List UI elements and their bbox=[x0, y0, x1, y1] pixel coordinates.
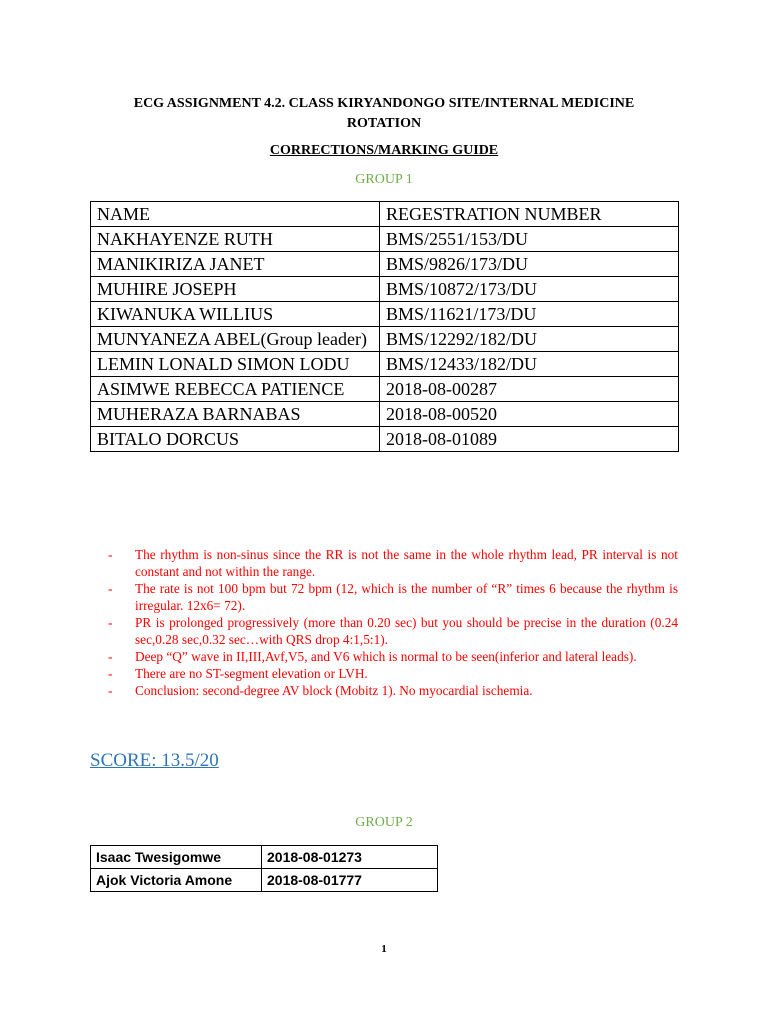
list-item bbox=[108, 682, 678, 699]
list-item bbox=[108, 648, 678, 665]
registration-number: 2018-08-01273 bbox=[262, 846, 438, 869]
student-name: Ajok Victoria Amone bbox=[91, 869, 262, 892]
table-row bbox=[91, 352, 679, 377]
group-1-label: GROUP 1 bbox=[355, 172, 413, 187]
student-name: ASIMWE REBECCA PATIENCE bbox=[91, 377, 380, 402]
note-text: PR is prolonged progressively (more than 0.20 sec) but you should be precise in the duration (0.24 sec,0.28 sec,0.32 sec…with QRS drop 4:1,5:1). bbox=[135, 615, 678, 647]
header-cell-name: NAME bbox=[91, 202, 380, 227]
group-2-table bbox=[90, 845, 438, 892]
list-item bbox=[108, 665, 678, 682]
registration-number: BMS/12433/182/DU bbox=[380, 352, 679, 377]
student-name: KIWANUKA WILLIUS bbox=[91, 302, 380, 327]
bullet-dash: - bbox=[108, 615, 113, 630]
registration-number: BMS/10872/173/DU bbox=[380, 277, 679, 302]
student-name: BITALO DORCUS bbox=[91, 427, 380, 452]
registration-number: 2018-08-01777 bbox=[262, 869, 438, 892]
student-name: MUNYANEZA ABEL(Group leader) bbox=[91, 327, 380, 352]
student-name: NAKHAYENZE RUTH bbox=[91, 227, 380, 252]
registration-number: 2018-08-00520 bbox=[380, 402, 679, 427]
registration-number: 2018-08-00287 bbox=[380, 377, 679, 402]
note-text: The rhythm is non-sinus since the RR is not the same in the whole rhythm lead, PR interval is not constant and not within the range. bbox=[135, 547, 678, 579]
title-line-1: ECG ASSIGNMENT 4.2. CLASS KIRYANDONGO SITE/INTERNAL MEDICINE bbox=[133, 96, 635, 111]
student-name: LEMIN LONALD SIMON LODU bbox=[91, 352, 380, 377]
header-cell-registration: REGESTRATION NUMBER bbox=[380, 202, 679, 227]
table-row bbox=[91, 869, 438, 892]
table-row bbox=[91, 327, 679, 352]
note-text: Deep “Q” wave in II,III,Avf,V5, and V6 which is normal to be seen(inferior and lateral leads). bbox=[135, 649, 637, 664]
registration-number: 2018-08-01089 bbox=[380, 427, 679, 452]
table-header-row bbox=[91, 202, 679, 227]
note-text: There are no ST-segment elevation or LVH. bbox=[135, 666, 368, 681]
bullet-dash: - bbox=[108, 547, 113, 562]
student-name: MUHIRE JOSEPH bbox=[91, 277, 380, 302]
group-1-score: SCORE: 13.5/20 bbox=[90, 750, 219, 771]
table-row bbox=[91, 377, 679, 402]
table-row bbox=[91, 227, 679, 252]
bullet-dash: - bbox=[108, 581, 113, 596]
list-item bbox=[108, 580, 678, 614]
document-title bbox=[90, 94, 678, 134]
group-1-table bbox=[90, 201, 679, 452]
registration-number: BMS/2551/153/DU bbox=[380, 227, 679, 252]
student-name: MUHERAZA BARNABAS bbox=[91, 402, 380, 427]
page-number: 1 bbox=[381, 943, 387, 955]
table-row bbox=[91, 427, 679, 452]
title-line-2: ROTATION bbox=[346, 116, 422, 131]
table-row bbox=[91, 302, 679, 327]
note-text: The rate is not 100 bpm but 72 bpm (12, which is the number of “R” times 6 because the rhythm is irregular. 12x6= 72). bbox=[135, 581, 678, 613]
table-row bbox=[91, 846, 438, 869]
bullet-dash: - bbox=[108, 666, 113, 681]
student-name: MANIKIRIZA JANET bbox=[91, 252, 380, 277]
table-row bbox=[91, 277, 679, 302]
list-item bbox=[108, 614, 678, 648]
bullet-dash: - bbox=[108, 649, 113, 664]
group-2-label: GROUP 2 bbox=[355, 815, 413, 830]
note-text: Conclusion: second-degree AV block (Mobitz 1). No myocardial ischemia. bbox=[135, 683, 533, 698]
student-name: Isaac Twesigomwe bbox=[91, 846, 262, 869]
document-subtitle: CORRECTIONS/MARKING GUIDE bbox=[269, 143, 499, 158]
list-item bbox=[108, 546, 678, 580]
table-row bbox=[91, 252, 679, 277]
registration-number: BMS/9826/173/DU bbox=[380, 252, 679, 277]
table-row bbox=[91, 402, 679, 427]
registration-number: BMS/12292/182/DU bbox=[380, 327, 679, 352]
bullet-dash: - bbox=[108, 683, 113, 698]
marking-notes-list bbox=[108, 546, 678, 699]
registration-number: BMS/11621/173/DU bbox=[380, 302, 679, 327]
